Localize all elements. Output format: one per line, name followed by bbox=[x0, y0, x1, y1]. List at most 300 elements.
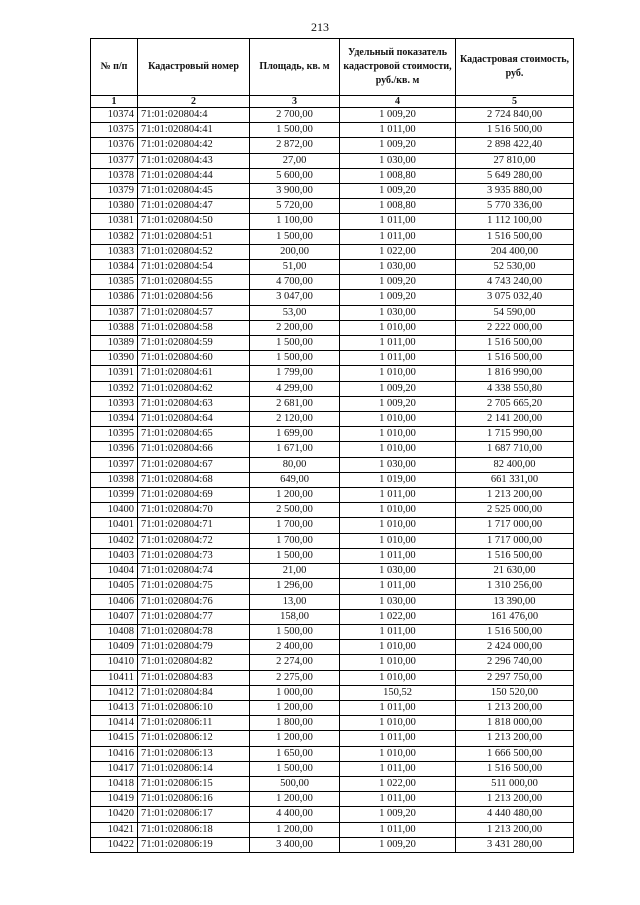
cell-unit-value: 1 009,20 bbox=[340, 184, 456, 199]
cell-area: 1 500,00 bbox=[250, 351, 340, 366]
cell-cadastral-value: 661 331,00 bbox=[456, 472, 574, 487]
cell-cadastral-value: 1 213 200,00 bbox=[456, 700, 574, 715]
cell-row-number: 10394 bbox=[91, 412, 138, 427]
cell-row-number: 10378 bbox=[91, 168, 138, 183]
cell-cadastral-value: 2 296 740,00 bbox=[456, 655, 574, 670]
cell-cadastral-value: 1 516 500,00 bbox=[456, 123, 574, 138]
cell-area: 2 274,00 bbox=[250, 655, 340, 670]
cell-unit-value: 1 010,00 bbox=[340, 716, 456, 731]
cell-cadastral-value: 1 516 500,00 bbox=[456, 548, 574, 563]
table-row bbox=[91, 260, 574, 275]
cell-cadastral-value: 1 310 256,00 bbox=[456, 579, 574, 594]
cell-cadastral-value: 5 649 280,00 bbox=[456, 168, 574, 183]
cell-cadastral-value: 21 630,00 bbox=[456, 564, 574, 579]
page-number: 213 bbox=[311, 20, 329, 34]
cell-row-number: 10389 bbox=[91, 336, 138, 351]
table-row bbox=[91, 290, 574, 305]
table-row bbox=[91, 731, 574, 746]
cell-row-number: 10417 bbox=[91, 761, 138, 776]
cell-row-number: 10403 bbox=[91, 548, 138, 563]
cell-unit-value: 1 011,00 bbox=[340, 579, 456, 594]
cell-row-number: 10398 bbox=[91, 472, 138, 487]
cell-area: 200,00 bbox=[250, 244, 340, 259]
table-row bbox=[91, 685, 574, 700]
cell-cadastral-number: 71:01:020804:83 bbox=[138, 670, 250, 685]
cell-row-number: 10385 bbox=[91, 275, 138, 290]
cell-area: 2 872,00 bbox=[250, 138, 340, 153]
cell-area: 4 700,00 bbox=[250, 275, 340, 290]
table-row bbox=[91, 381, 574, 396]
cell-cadastral-value: 1 717 000,00 bbox=[456, 518, 574, 533]
cell-cadastral-number: 71:01:020806:19 bbox=[138, 837, 250, 852]
table-row bbox=[91, 336, 574, 351]
cell-unit-value: 1 010,00 bbox=[340, 518, 456, 533]
cell-cadastral-value: 3 075 032,40 bbox=[456, 290, 574, 305]
table-row bbox=[91, 168, 574, 183]
cell-unit-value: 1 011,00 bbox=[340, 123, 456, 138]
cell-area: 1 200,00 bbox=[250, 822, 340, 837]
cell-cadastral-number: 71:01:020804:60 bbox=[138, 351, 250, 366]
cell-cadastral-number: 71:01:020804:59 bbox=[138, 336, 250, 351]
table-row bbox=[91, 716, 574, 731]
cell-cadastral-number: 71:01:020804:42 bbox=[138, 138, 250, 153]
cell-row-number: 10383 bbox=[91, 244, 138, 259]
cell-cadastral-value: 1 666 500,00 bbox=[456, 746, 574, 761]
cell-area: 1 700,00 bbox=[250, 518, 340, 533]
cell-area: 1 500,00 bbox=[250, 123, 340, 138]
cell-cadastral-value: 4 743 240,00 bbox=[456, 275, 574, 290]
cell-unit-value: 1 011,00 bbox=[340, 624, 456, 639]
cell-area: 5 600,00 bbox=[250, 168, 340, 183]
cell-cadastral-value: 2 525 000,00 bbox=[456, 503, 574, 518]
table-row bbox=[91, 412, 574, 427]
table-row bbox=[91, 199, 574, 214]
cell-cadastral-number: 71:01:020804:62 bbox=[138, 381, 250, 396]
cell-unit-value: 1 011,00 bbox=[340, 336, 456, 351]
cell-row-number: 10412 bbox=[91, 685, 138, 700]
cell-area: 13,00 bbox=[250, 594, 340, 609]
cell-cadastral-value: 1 516 500,00 bbox=[456, 229, 574, 244]
cell-unit-value: 1 030,00 bbox=[340, 457, 456, 472]
cell-row-number: 10415 bbox=[91, 731, 138, 746]
cell-cadastral-number: 71:01:020804:64 bbox=[138, 412, 250, 427]
cell-area: 1 200,00 bbox=[250, 792, 340, 807]
cell-row-number: 10420 bbox=[91, 807, 138, 822]
table-row bbox=[91, 564, 574, 579]
cell-row-number: 10395 bbox=[91, 427, 138, 442]
cell-area: 1 500,00 bbox=[250, 624, 340, 639]
cell-unit-value: 1 022,00 bbox=[340, 776, 456, 791]
cell-cadastral-number: 71:01:020804:79 bbox=[138, 640, 250, 655]
table-row bbox=[91, 153, 574, 168]
cell-area: 1 200,00 bbox=[250, 700, 340, 715]
cell-area: 1 800,00 bbox=[250, 716, 340, 731]
cell-unit-value: 1 010,00 bbox=[340, 366, 456, 381]
cell-cadastral-value: 2 898 422,40 bbox=[456, 138, 574, 153]
cell-cadastral-value: 5 770 336,00 bbox=[456, 199, 574, 214]
cell-row-number: 10393 bbox=[91, 396, 138, 411]
cell-row-number: 10409 bbox=[91, 640, 138, 655]
table-row bbox=[91, 503, 574, 518]
cell-row-number: 10418 bbox=[91, 776, 138, 791]
table-row bbox=[91, 837, 574, 852]
cell-row-number: 10413 bbox=[91, 700, 138, 715]
table-header-row bbox=[91, 39, 574, 96]
cell-cadastral-value: 54 590,00 bbox=[456, 305, 574, 320]
cell-row-number: 10387 bbox=[91, 305, 138, 320]
cell-cadastral-number: 71:01:020804:47 bbox=[138, 199, 250, 214]
cell-cadastral-number: 71:01:020806:17 bbox=[138, 807, 250, 822]
cell-cadastral-value: 2 424 000,00 bbox=[456, 640, 574, 655]
cell-unit-value: 1 010,00 bbox=[340, 503, 456, 518]
cell-cadastral-number: 71:01:020806:13 bbox=[138, 746, 250, 761]
cell-unit-value: 1 019,00 bbox=[340, 472, 456, 487]
cell-cadastral-value: 2 724 840,00 bbox=[456, 108, 574, 123]
cell-cadastral-value: 2 141 200,00 bbox=[456, 412, 574, 427]
cell-area: 1 200,00 bbox=[250, 731, 340, 746]
cell-row-number: 10384 bbox=[91, 260, 138, 275]
table-row bbox=[91, 746, 574, 761]
cell-cadastral-number: 71:01:020804:75 bbox=[138, 579, 250, 594]
cell-area: 3 400,00 bbox=[250, 837, 340, 852]
cell-row-number: 10421 bbox=[91, 822, 138, 837]
cell-cadastral-value: 1 816 990,00 bbox=[456, 366, 574, 381]
cell-cadastral-number: 71:01:020804:70 bbox=[138, 503, 250, 518]
cell-unit-value: 1 030,00 bbox=[340, 564, 456, 579]
table-row bbox=[91, 822, 574, 837]
cell-cadastral-number: 71:01:020804:78 bbox=[138, 624, 250, 639]
cell-cadastral-number: 71:01:020804:54 bbox=[138, 260, 250, 275]
cell-area: 2 681,00 bbox=[250, 396, 340, 411]
table-body bbox=[91, 108, 574, 853]
cell-row-number: 10402 bbox=[91, 533, 138, 548]
cell-unit-value: 1 022,00 bbox=[340, 609, 456, 624]
cell-unit-value: 1 022,00 bbox=[340, 244, 456, 259]
table-row bbox=[91, 518, 574, 533]
cell-row-number: 10388 bbox=[91, 320, 138, 335]
cell-row-number: 10401 bbox=[91, 518, 138, 533]
cell-row-number: 10382 bbox=[91, 229, 138, 244]
cell-cadastral-value: 13 390,00 bbox=[456, 594, 574, 609]
table-row bbox=[91, 472, 574, 487]
column-number-row bbox=[91, 96, 574, 108]
cell-cadastral-value: 1 516 500,00 bbox=[456, 624, 574, 639]
cell-unit-value: 1 008,80 bbox=[340, 168, 456, 183]
column-number: 4 bbox=[340, 96, 456, 108]
table-row bbox=[91, 351, 574, 366]
cell-unit-value: 1 011,00 bbox=[340, 351, 456, 366]
cell-cadastral-number: 71:01:020804:77 bbox=[138, 609, 250, 624]
cell-cadastral-number: 71:01:020806:16 bbox=[138, 792, 250, 807]
cell-cadastral-value: 161 476,00 bbox=[456, 609, 574, 624]
table-row bbox=[91, 807, 574, 822]
cell-cadastral-value: 1 213 200,00 bbox=[456, 792, 574, 807]
cell-unit-value: 1 008,80 bbox=[340, 199, 456, 214]
cell-row-number: 10405 bbox=[91, 579, 138, 594]
table-row bbox=[91, 533, 574, 548]
cell-cadastral-number: 71:01:020804:67 bbox=[138, 457, 250, 472]
table-row bbox=[91, 761, 574, 776]
cell-row-number: 10391 bbox=[91, 366, 138, 381]
cell-unit-value: 1 009,20 bbox=[340, 837, 456, 852]
cell-area: 1 700,00 bbox=[250, 533, 340, 548]
table-row bbox=[91, 427, 574, 442]
cell-cadastral-value: 1 213 200,00 bbox=[456, 488, 574, 503]
cell-cadastral-number: 71:01:020804:74 bbox=[138, 564, 250, 579]
cell-cadastral-number: 71:01:020804:71 bbox=[138, 518, 250, 533]
cell-row-number: 10386 bbox=[91, 290, 138, 305]
table-row bbox=[91, 579, 574, 594]
cell-row-number: 10399 bbox=[91, 488, 138, 503]
cell-area: 1 500,00 bbox=[250, 548, 340, 563]
cell-cadastral-number: 71:01:020804:84 bbox=[138, 685, 250, 700]
cell-unit-value: 1 010,00 bbox=[340, 412, 456, 427]
cell-cadastral-number: 71:01:020806:18 bbox=[138, 822, 250, 837]
cell-cadastral-number: 71:01:020804:43 bbox=[138, 153, 250, 168]
cell-unit-value: 1 009,20 bbox=[340, 275, 456, 290]
cell-area: 1 500,00 bbox=[250, 336, 340, 351]
cell-cadastral-value: 1 818 000,00 bbox=[456, 716, 574, 731]
cell-area: 2 200,00 bbox=[250, 320, 340, 335]
cell-unit-value: 1 011,00 bbox=[340, 214, 456, 229]
cell-cadastral-number: 71:01:020804:72 bbox=[138, 533, 250, 548]
cell-area: 649,00 bbox=[250, 472, 340, 487]
cell-unit-value: 1 009,20 bbox=[340, 396, 456, 411]
cell-unit-value: 1 011,00 bbox=[340, 731, 456, 746]
cell-unit-value: 1 010,00 bbox=[340, 320, 456, 335]
table-row bbox=[91, 108, 574, 123]
table-row bbox=[91, 594, 574, 609]
table-row bbox=[91, 138, 574, 153]
cell-row-number: 10419 bbox=[91, 792, 138, 807]
header-cadastral-value: Кадастровая стоимость, руб. bbox=[456, 39, 574, 96]
cell-cadastral-number: 71:01:020804:52 bbox=[138, 244, 250, 259]
cell-area: 80,00 bbox=[250, 457, 340, 472]
cell-cadastral-value: 2 705 665,20 bbox=[456, 396, 574, 411]
cell-unit-value: 1 011,00 bbox=[340, 700, 456, 715]
table-row bbox=[91, 320, 574, 335]
cell-unit-value: 150,52 bbox=[340, 685, 456, 700]
cell-area: 2 700,00 bbox=[250, 108, 340, 123]
cell-row-number: 10375 bbox=[91, 123, 138, 138]
cell-cadastral-value: 1 516 500,00 bbox=[456, 336, 574, 351]
cell-unit-value: 1 010,00 bbox=[340, 746, 456, 761]
table-row bbox=[91, 366, 574, 381]
cell-cadastral-value: 82 400,00 bbox=[456, 457, 574, 472]
cell-unit-value: 1 011,00 bbox=[340, 488, 456, 503]
cell-cadastral-value: 1 213 200,00 bbox=[456, 731, 574, 746]
table-row bbox=[91, 457, 574, 472]
cell-unit-value: 1 009,20 bbox=[340, 138, 456, 153]
cadastral-value-table bbox=[90, 38, 574, 853]
cell-area: 1 500,00 bbox=[250, 229, 340, 244]
cell-area: 1 650,00 bbox=[250, 746, 340, 761]
cell-row-number: 10377 bbox=[91, 153, 138, 168]
cell-area: 2 500,00 bbox=[250, 503, 340, 518]
cell-area: 500,00 bbox=[250, 776, 340, 791]
cell-area: 1 671,00 bbox=[250, 442, 340, 457]
cell-area: 3 047,00 bbox=[250, 290, 340, 305]
cell-cadastral-number: 71:01:020804:4 bbox=[138, 108, 250, 123]
cell-unit-value: 1 011,00 bbox=[340, 229, 456, 244]
cell-cadastral-value: 1 516 500,00 bbox=[456, 351, 574, 366]
cell-cadastral-value: 4 440 480,00 bbox=[456, 807, 574, 822]
cell-area: 2 400,00 bbox=[250, 640, 340, 655]
cell-unit-value: 1 030,00 bbox=[340, 305, 456, 320]
table-row bbox=[91, 305, 574, 320]
cell-cadastral-number: 71:01:020804:45 bbox=[138, 184, 250, 199]
cell-cadastral-value: 52 530,00 bbox=[456, 260, 574, 275]
cell-cadastral-number: 71:01:020804:51 bbox=[138, 229, 250, 244]
cell-cadastral-number: 71:01:020804:57 bbox=[138, 305, 250, 320]
cell-row-number: 10408 bbox=[91, 624, 138, 639]
cell-row-number: 10376 bbox=[91, 138, 138, 153]
cell-row-number: 10411 bbox=[91, 670, 138, 685]
cell-area: 1 699,00 bbox=[250, 427, 340, 442]
cell-row-number: 10379 bbox=[91, 184, 138, 199]
cell-cadastral-number: 71:01:020806:14 bbox=[138, 761, 250, 776]
table-row bbox=[91, 624, 574, 639]
cell-cadastral-number: 71:01:020804:61 bbox=[138, 366, 250, 381]
table-row bbox=[91, 229, 574, 244]
cell-row-number: 10390 bbox=[91, 351, 138, 366]
cell-area: 1 100,00 bbox=[250, 214, 340, 229]
cell-unit-value: 1 010,00 bbox=[340, 670, 456, 685]
cell-cadastral-number: 71:01:020804:41 bbox=[138, 123, 250, 138]
cell-cadastral-value: 204 400,00 bbox=[456, 244, 574, 259]
cell-cadastral-number: 71:01:020804:82 bbox=[138, 655, 250, 670]
column-number: 2 bbox=[138, 96, 250, 108]
cell-row-number: 10422 bbox=[91, 837, 138, 852]
table-row bbox=[91, 548, 574, 563]
cell-area: 2 120,00 bbox=[250, 412, 340, 427]
cell-unit-value: 1 010,00 bbox=[340, 427, 456, 442]
cell-cadastral-value: 1 516 500,00 bbox=[456, 761, 574, 776]
table-row bbox=[91, 655, 574, 670]
cell-unit-value: 1 030,00 bbox=[340, 153, 456, 168]
cell-row-number: 10410 bbox=[91, 655, 138, 670]
cell-area: 5 720,00 bbox=[250, 199, 340, 214]
cell-unit-value: 1 009,20 bbox=[340, 290, 456, 305]
cell-row-number: 10404 bbox=[91, 564, 138, 579]
cell-area: 53,00 bbox=[250, 305, 340, 320]
table-row bbox=[91, 442, 574, 457]
cell-area: 1 500,00 bbox=[250, 761, 340, 776]
table-row bbox=[91, 244, 574, 259]
table-row bbox=[91, 792, 574, 807]
column-number: 1 bbox=[91, 96, 138, 108]
table-row bbox=[91, 640, 574, 655]
cell-cadastral-value: 1 715 990,00 bbox=[456, 427, 574, 442]
cell-cadastral-value: 3 935 880,00 bbox=[456, 184, 574, 199]
cell-row-number: 10406 bbox=[91, 594, 138, 609]
cell-unit-value: 1 011,00 bbox=[340, 822, 456, 837]
cell-unit-value: 1 010,00 bbox=[340, 655, 456, 670]
cell-row-number: 10374 bbox=[91, 108, 138, 123]
cell-cadastral-number: 71:01:020806:15 bbox=[138, 776, 250, 791]
cell-area: 3 900,00 bbox=[250, 184, 340, 199]
cell-cadastral-number: 71:01:020804:76 bbox=[138, 594, 250, 609]
cell-cadastral-value: 2 297 750,00 bbox=[456, 670, 574, 685]
cell-unit-value: 1 010,00 bbox=[340, 533, 456, 548]
cell-row-number: 10396 bbox=[91, 442, 138, 457]
cell-row-number: 10397 bbox=[91, 457, 138, 472]
cell-area: 158,00 bbox=[250, 609, 340, 624]
cell-cadastral-number: 71:01:020804:50 bbox=[138, 214, 250, 229]
table-row bbox=[91, 275, 574, 290]
cell-unit-value: 1 009,20 bbox=[340, 381, 456, 396]
cell-unit-value: 1 010,00 bbox=[340, 640, 456, 655]
header-cadastral-number: Кадастровый номер bbox=[138, 39, 250, 96]
cell-cadastral-value: 2 222 000,00 bbox=[456, 320, 574, 335]
cell-cadastral-number: 71:01:020804:68 bbox=[138, 472, 250, 487]
cell-area: 2 275,00 bbox=[250, 670, 340, 685]
header-unit-value: Удельный показатель кадастровой стоимости, руб./кв. м bbox=[340, 39, 456, 96]
cell-unit-value: 1 011,00 bbox=[340, 792, 456, 807]
table-row bbox=[91, 184, 574, 199]
cell-row-number: 10380 bbox=[91, 199, 138, 214]
cell-row-number: 10416 bbox=[91, 746, 138, 761]
cell-row-number: 10381 bbox=[91, 214, 138, 229]
cell-cadastral-value: 1 687 710,00 bbox=[456, 442, 574, 457]
cell-row-number: 10400 bbox=[91, 503, 138, 518]
cell-cadastral-number: 71:01:020804:66 bbox=[138, 442, 250, 457]
cell-cadastral-number: 71:01:020804:73 bbox=[138, 548, 250, 563]
cell-unit-value: 1 011,00 bbox=[340, 548, 456, 563]
column-number: 5 bbox=[456, 96, 574, 108]
table-row bbox=[91, 123, 574, 138]
cell-row-number: 10392 bbox=[91, 381, 138, 396]
cell-cadastral-value: 150 520,00 bbox=[456, 685, 574, 700]
cell-cadastral-number: 71:01:020804:55 bbox=[138, 275, 250, 290]
cell-area: 51,00 bbox=[250, 260, 340, 275]
cell-cadastral-number: 71:01:020804:44 bbox=[138, 168, 250, 183]
cell-cadastral-value: 4 338 550,80 bbox=[456, 381, 574, 396]
cell-cadastral-number: 71:01:020806:12 bbox=[138, 731, 250, 746]
column-number: 3 bbox=[250, 96, 340, 108]
cell-row-number: 10414 bbox=[91, 716, 138, 731]
cell-cadastral-value: 27 810,00 bbox=[456, 153, 574, 168]
table-row bbox=[91, 670, 574, 685]
cell-cadastral-value: 1 717 000,00 bbox=[456, 533, 574, 548]
cell-cadastral-number: 71:01:020804:56 bbox=[138, 290, 250, 305]
cell-unit-value: 1 010,00 bbox=[340, 442, 456, 457]
cell-unit-value: 1 009,20 bbox=[340, 807, 456, 822]
cell-cadastral-value: 511 000,00 bbox=[456, 776, 574, 791]
cell-area: 1 799,00 bbox=[250, 366, 340, 381]
cell-area: 21,00 bbox=[250, 564, 340, 579]
table-row bbox=[91, 214, 574, 229]
table-row bbox=[91, 488, 574, 503]
cell-unit-value: 1 030,00 bbox=[340, 260, 456, 275]
table-row bbox=[91, 776, 574, 791]
cell-cadastral-value: 1 213 200,00 bbox=[456, 822, 574, 837]
cell-row-number: 10407 bbox=[91, 609, 138, 624]
cell-unit-value: 1 030,00 bbox=[340, 594, 456, 609]
cell-area: 4 400,00 bbox=[250, 807, 340, 822]
table-row bbox=[91, 396, 574, 411]
cell-cadastral-value: 1 112 100,00 bbox=[456, 214, 574, 229]
cell-area: 4 299,00 bbox=[250, 381, 340, 396]
cell-area: 1 296,00 bbox=[250, 579, 340, 594]
table-row bbox=[91, 609, 574, 624]
cell-cadastral-number: 71:01:020806:10 bbox=[138, 700, 250, 715]
cell-cadastral-number: 71:01:020804:69 bbox=[138, 488, 250, 503]
cell-area: 1 200,00 bbox=[250, 488, 340, 503]
table-row bbox=[91, 700, 574, 715]
cell-cadastral-number: 71:01:020806:11 bbox=[138, 716, 250, 731]
cell-cadastral-number: 71:01:020804:65 bbox=[138, 427, 250, 442]
